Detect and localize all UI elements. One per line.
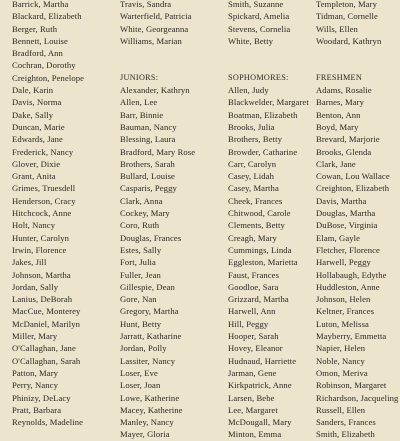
name-column-3: [228, 0, 309, 441]
name-entry: Williams, Marian: [120, 35, 182, 46]
name-entry: Robinson, Margaret: [316, 380, 387, 391]
name-entry: Larsen, Bebe: [228, 392, 275, 403]
name-entry: Casey, Lidah: [228, 171, 274, 182]
name-entry: Jordan, Sally: [12, 281, 59, 292]
name-entry: Bradford, Mary Rose: [120, 146, 196, 157]
name-entry: Omon, Meriva: [316, 367, 368, 378]
name-entry: Brothers, Sarah: [120, 158, 175, 169]
name-entry: Jarman, Gene: [228, 367, 277, 378]
name-entry: Creighton, Penelope: [12, 72, 85, 83]
name-entry: Hunter, Carolyn: [12, 232, 70, 243]
name-entry: Estes, Sally: [120, 244, 162, 255]
name-entry: Bradford, Ann: [12, 48, 63, 59]
name-entry: Fuller, Jean: [120, 269, 161, 280]
blank-line: [120, 47, 195, 59]
name-entry: Gillespie, Dean: [120, 281, 175, 292]
name-entry: Johnson, Martha: [12, 269, 71, 280]
name-entry: Henderson, Cracy: [12, 195, 76, 206]
name-entry: Lassiter, Nancy: [120, 355, 176, 366]
name-entry: Brevard, Marjorie: [316, 134, 380, 145]
name-entry: Loser, Eve: [120, 367, 158, 378]
blank-line: [228, 47, 309, 59]
name-entry: Berger, Ruth: [12, 23, 58, 34]
name-entry: Mayer, Gloria: [120, 429, 170, 440]
name-entry: Manley, Nancy: [120, 417, 174, 428]
name-entry: Spickard, Amelia: [228, 11, 290, 22]
name-entry: Hollabaugh, Edythe: [316, 269, 387, 280]
name-entry: Clements, Betty: [228, 220, 285, 231]
name-entry: White, Betty: [228, 35, 274, 46]
name-entry: Keltner, Frances: [316, 306, 375, 317]
name-entry: Barr, Binnie: [120, 109, 164, 120]
name-entry: Harwell, Ann: [228, 306, 276, 317]
name-entry: Clark, Jane: [316, 158, 356, 169]
name-entry: Mayberry, Emmetta: [316, 331, 387, 342]
name-entry: Casparis, Peggy: [120, 183, 177, 194]
name-entry: Elam, Gayle: [316, 232, 361, 243]
name-entry: DuBose, Virginia: [316, 220, 378, 231]
name-column-4: [316, 0, 398, 441]
name-entry: Templeton, Mary: [316, 0, 378, 9]
blank-line: [120, 59, 195, 71]
name-entry: Huddleston, Anne: [316, 281, 380, 292]
name-entry: Woodard, Kathryn: [316, 35, 382, 46]
class-heading: JUNIORS:: [120, 72, 159, 82]
name-entry: Faust, Frances: [228, 269, 280, 280]
name-entry: Pratt, Barbara: [12, 404, 62, 415]
name-entry: Johnson, Helen: [316, 294, 371, 305]
name-entry: Noble, Nancy: [316, 355, 365, 366]
name-entry: McDaniel, Marilyn: [12, 318, 81, 329]
name-entry: Browder, Catharine: [228, 146, 298, 157]
name-entry: Douglas, Martha: [316, 208, 376, 219]
name-entry: Gregory, Martha: [120, 306, 179, 317]
name-entry: Loser, Joan: [120, 380, 161, 391]
name-entry: Carr, Carolyn: [228, 158, 277, 169]
name-entry: Sanders, Frances: [316, 417, 376, 428]
name-entry: Hunt, Betty: [120, 318, 162, 329]
name-entry: Miller, Mary: [12, 331, 58, 342]
name-entry: Warterfield, Patricia: [120, 11, 192, 22]
name-entry: Harwell, Peggy: [316, 257, 371, 268]
name-entry: Blackard, Elizabeth: [12, 11, 82, 22]
name-entry: Lee, Margaret: [228, 404, 278, 415]
name-entry: Eggleston, Marietta: [228, 257, 298, 268]
name-entry: Stevens, Cornelia: [228, 23, 291, 34]
class-heading: FRESHMEN: [316, 72, 363, 82]
name-entry: Lowe, Katherine: [120, 392, 180, 403]
name-entry: Bullard, Louise: [120, 171, 175, 182]
name-entry: Jordan, Polly: [120, 343, 167, 354]
name-entry: Douglas, Frances: [120, 232, 182, 243]
name-entry: Clark, Anna: [120, 195, 163, 206]
name-entry: Brooks, Glenda: [316, 146, 372, 157]
name-entry: Goodloe, Sara: [228, 281, 279, 292]
name-entry: Fort, Julia: [120, 257, 156, 268]
name-entry: Wills, Ellen: [316, 23, 358, 34]
name-entry: O'Callaghan, Jane: [12, 343, 76, 354]
name-entry: Alexander, Kathryn: [120, 85, 190, 96]
name-entry: Dale, Karin: [12, 85, 54, 96]
name-entry: Phinizy, DeLacy: [12, 392, 71, 403]
name-entry: Brooks, Julia: [228, 121, 275, 132]
name-entry: Jakes, Jill: [12, 257, 47, 268]
name-entry: Coro, Ruth: [120, 220, 160, 231]
name-entry: Davis, Martha: [316, 195, 367, 206]
name-entry: Jarratt, Katharine: [120, 331, 182, 342]
name-entry: MacCue, Monterey: [12, 306, 81, 317]
name-entry: Boatman, Elizabeth: [228, 109, 298, 120]
name-entry: Cummings, Linda: [228, 244, 292, 255]
name-entry: Tidman, Cornelle: [316, 11, 378, 22]
name-entry: Boyd, Mary: [316, 121, 359, 132]
class-heading: SOPHOMORES:: [228, 72, 289, 82]
name-entry: Brothers, Betty: [228, 134, 283, 145]
name-entry: Allen, Judy: [228, 85, 269, 96]
name-entry: Russell, Ellen: [316, 404, 366, 415]
name-entry: O'Callaghan, Sarah: [12, 355, 81, 366]
name-column-2: [120, 0, 195, 441]
blank-line: [228, 59, 309, 71]
name-entry: Blessing, Laura: [120, 134, 176, 145]
name-entry: Edwards, Jane: [12, 134, 63, 145]
blank-line: [316, 47, 398, 59]
name-entry: Luton, Melissa: [316, 318, 369, 329]
name-entry: Kirkpatrick, Anne: [228, 380, 292, 391]
name-entry: Smith, Suzanne: [228, 0, 284, 9]
name-entry: Dake, Sally: [12, 109, 54, 120]
name-entry: Barrick, Martha: [12, 0, 69, 9]
name-entry: Lanius, DeBorah: [12, 294, 73, 305]
name-entry: Smith, Elizabeth: [316, 429, 375, 440]
name-entry: Reynolds, Madeline: [12, 417, 84, 428]
name-entry: Barnes, Mary: [316, 97, 364, 108]
name-entry: Hill, Peggy: [228, 318, 269, 329]
name-entry: Minton, Emma: [228, 429, 282, 440]
name-entry: Richardson, Jacqueling: [316, 392, 399, 403]
name-entry: Macey, Katherine: [120, 404, 183, 415]
name-entry: Benton, Ann: [316, 109, 361, 120]
name-entry: Hudnaud, Harriette: [228, 355, 297, 366]
name-entry: Frederick, Nancy: [12, 146, 74, 157]
name-entry: White, Georgeanna: [120, 23, 189, 34]
name-entry: Fletcher, Florence: [316, 244, 380, 255]
name-entry: McDougall, Mary: [228, 417, 292, 428]
name-entry: Glover, Dixie: [12, 158, 61, 169]
name-entry: Hovey, Eleanor: [228, 343, 283, 354]
name-entry: Davis, Norma: [12, 97, 62, 108]
name-entry: Napier, Helen: [316, 343, 366, 354]
name-entry: Bennett, Louise: [12, 35, 68, 46]
name-entry: Chitwood, Carole: [228, 208, 291, 219]
name-entry: Cockey, Mary: [120, 208, 170, 219]
name-entry: Duncan, Marie: [12, 121, 65, 132]
name-entry: Grant, Anita: [12, 171, 56, 182]
name-column-1: [12, 0, 84, 428]
name-entry: Cochran, Dorothy: [12, 60, 76, 71]
name-entry: Travis, Sandra: [120, 0, 172, 9]
name-entry: Cowan, Lou Wallace: [316, 171, 390, 182]
name-entry: Cheek, Frances: [228, 195, 283, 206]
name-entry: Grizzard, Martha: [228, 294, 289, 305]
name-entry: Gore, Nan: [120, 294, 157, 305]
name-entry: Creighton, Elizabeth: [316, 183, 390, 194]
name-entry: Holt, Nancy: [12, 220, 56, 231]
name-entry: Patton, Mary: [12, 367, 59, 378]
name-entry: Irwin, Florence: [12, 244, 67, 255]
name-entry: Perry, Nancy: [12, 380, 58, 391]
name-entry: Bauman, Nancy: [120, 121, 177, 132]
name-entry: Creagh, Mary: [228, 232, 277, 243]
name-entry: Hitchcock, Anne: [12, 208, 72, 219]
name-entry: Allen, Lee: [120, 97, 158, 108]
blank-line: [316, 59, 398, 71]
name-entry: Adams, Rosalie: [316, 85, 372, 96]
name-entry: Grimes, Truesdell: [12, 183, 76, 194]
name-entry: Casey, Martha: [228, 183, 279, 194]
name-entry: Hooper, Sarah: [228, 331, 279, 342]
name-entry: Blackwelder, Margaret: [228, 97, 309, 108]
